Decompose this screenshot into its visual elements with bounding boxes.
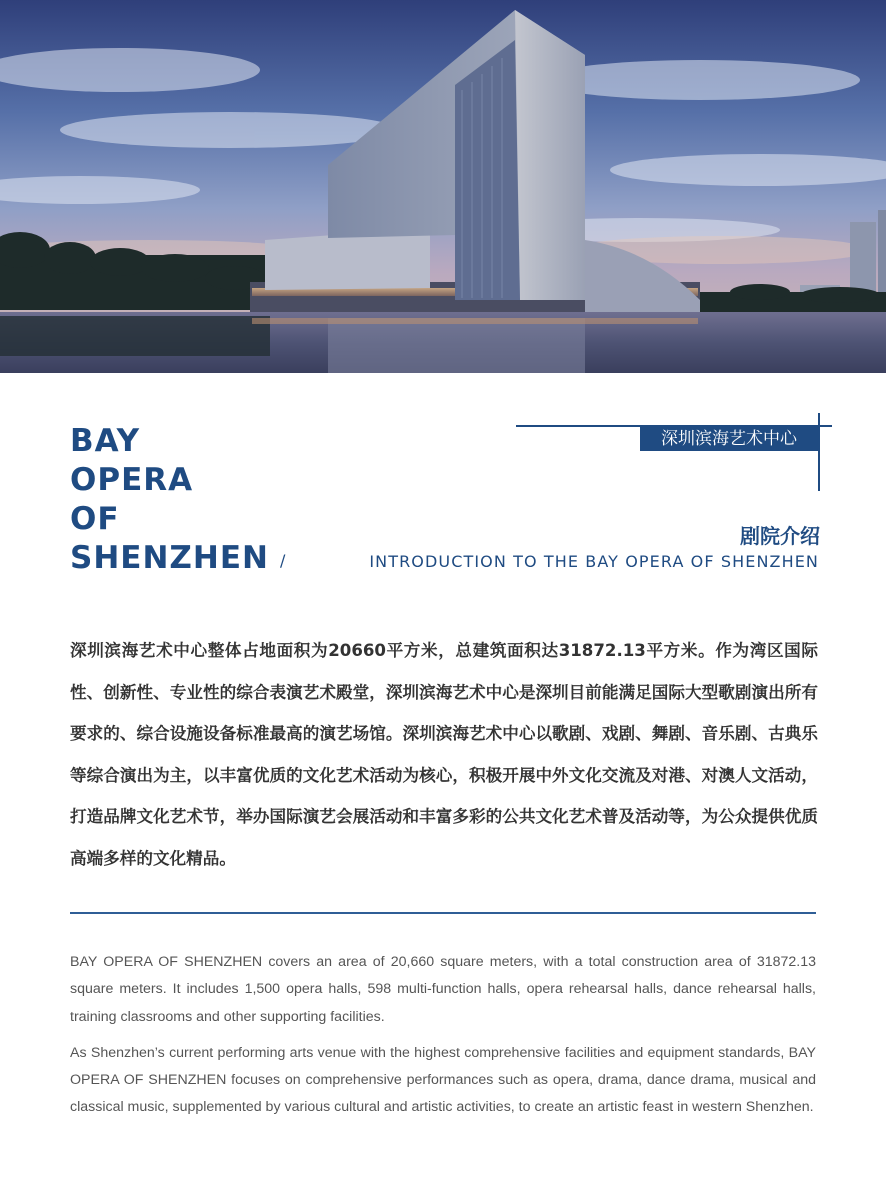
big-title-line: OF [70,501,120,537]
body-cn-paragraph: 深圳滨海艺术中心整体占地面积为20660平方米，总建筑面积达31872.13平方米。作为湾区国际性、创新性、专业性的综合表演艺术殿堂，深圳滨海艺术中心是深圳目前能满足国际大型歌剧演出所有要求的、综合设施设备标准最高的演艺场馆。深圳滨海艺术中心以歌剧、戏剧、舞剧、音乐剧、古典乐等综合演出为主，以丰富优质的文化艺术活动为核心，积极开展中外文化交流及对港、对澳人文活动，打造品牌文化艺术节，举办国际演艺会展活动和丰富多彩的公共文化艺术普及活动等，为公众提供优质高端多样的文化精品。 [70,641,818,868]
opera-house-photo [0,0,886,373]
hero-photo [0,0,886,373]
body-en [70,949,816,1122]
cn-tag-label: 深圳滨海艺术中心 [640,427,818,451]
big-title-line: SHENZHEN [70,540,269,576]
decorative-line-vertical [818,413,820,491]
big-title-line: BAY [70,423,141,459]
big-title [70,422,269,578]
big-title-line: OPERA [70,462,194,498]
subtitle-cn: 剧院介绍 [740,524,820,548]
body-en-paragraph: As Shenzhen’s current performing arts venue with the highest comprehensive facilities and equipment standards, BAY OPERA OF SHENZHEN focuses on comprehensive performances such as opera, drama, dance drama, musical and classical music, supplemented by various cultural and artistic activities, to create an artistic feast in western Shenzhen. [70,1044,816,1116]
body-en-paragraph: BAY OPERA OF SHENZHEN covers an area of 20,660 square meters, with a total construction area of 31872.13 square meters. It includes 1,500 opera halls, 598 multi-function halls, opera rehearsal halls, dance rehearsal halls, training classrooms and other supporting facilities. [70,954,816,1025]
subtitle-en: INTRODUCTION TO THE BAY OPERA OF SHENZHEN [369,552,819,571]
section-divider [70,912,816,914]
title-slash: / [280,551,286,570]
